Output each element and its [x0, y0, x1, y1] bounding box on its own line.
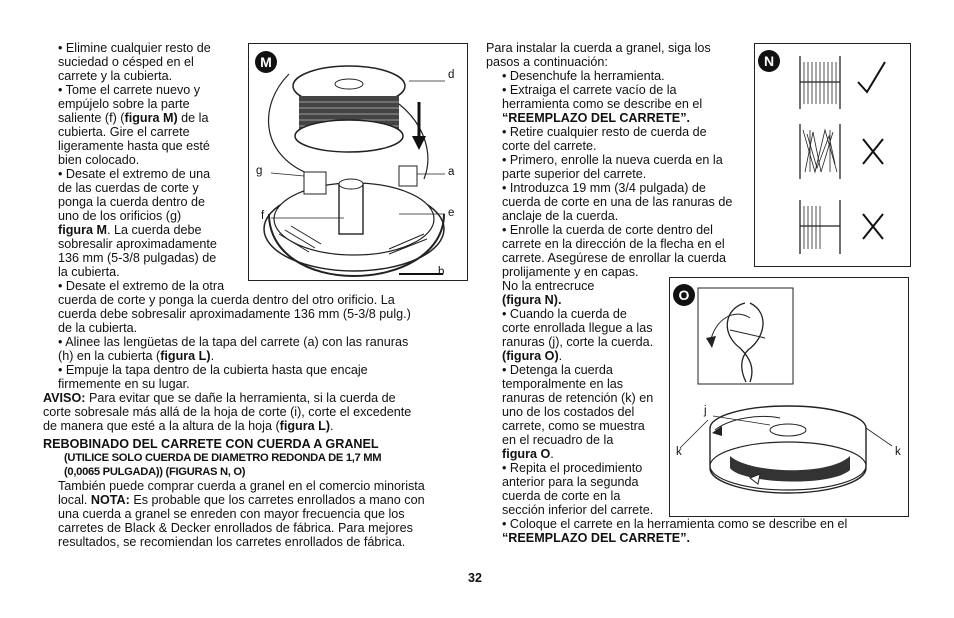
bullet-line — [58, 223, 246, 237]
text-run: Es probable que los carretes enrollados a mano con — [129, 493, 425, 507]
step-line: temporalmente en las — [502, 377, 624, 391]
figure-m — [248, 43, 468, 281]
label-g: g — [256, 165, 263, 177]
label-a: a — [448, 166, 455, 178]
figure-ref: figura L) — [279, 419, 331, 433]
figure-n-ref: (figura N). — [502, 293, 562, 307]
bullet-line: bien colocado. — [58, 153, 140, 167]
bullet-line: de las cuerdas de corte y — [58, 181, 199, 195]
bullet-line: • Empuje la tapa dentro de la cubierta hasta que encaje — [58, 363, 368, 377]
para-line: resultados, se recomiendan los carretes enrollados de fábrica. — [58, 535, 406, 549]
section-heading: REBOBINADO DEL CARRETE CON CUERDA A GRANEL — [43, 437, 379, 451]
figure-o — [669, 277, 909, 517]
figure-ref: figura M — [58, 223, 107, 237]
step-line: • Coloque el carrete en la herramienta como se describe en el — [502, 517, 848, 531]
text-run: . La cuerda debe — [106, 223, 202, 237]
step-line: parte superior del carrete. — [502, 167, 647, 181]
label-e: e — [448, 207, 455, 219]
left-top-text — [58, 41, 246, 293]
step-line: anclaje de la cuerda. — [502, 209, 619, 223]
step-line: ranuras de retención (k) en — [502, 391, 654, 405]
step-line: carrete en la dirección de la flecha en el — [502, 237, 725, 251]
figure-o-ref: (figura O) — [502, 349, 559, 363]
intro-line: herramienta como se describe en el — [502, 97, 703, 111]
label-f: f — [261, 210, 265, 222]
step-line: • Enrolle la cuerda de corte dentro del — [502, 223, 713, 237]
para-line — [58, 493, 488, 507]
intro-line: • Desenchufe la herramienta. — [502, 69, 665, 83]
step-line: corte enrollada llegue a las — [502, 321, 653, 335]
bullet-line: firmemente en su lugar. — [58, 377, 190, 391]
aviso-block — [43, 391, 483, 433]
spool-assembly-illustration — [249, 44, 467, 280]
intro-line: • Extraiga el carrete vacío de la — [502, 83, 677, 97]
bullet-line: de la cubierta. — [58, 321, 138, 335]
figure-m-badge: M — [255, 51, 277, 73]
step-line: sección inferior del carrete. — [502, 503, 654, 517]
label-k-left: k — [676, 446, 682, 458]
bullet-line: suciedad o césped en el — [58, 55, 194, 69]
bullet-line: • Desate el extremo de la otra — [58, 279, 225, 293]
bullet-line: sobresalir aproximadamente — [58, 237, 217, 251]
bullet-line: ponga la cuerda dentro de — [58, 195, 206, 209]
ref-reemplazo: “REEMPLAZO DEL CARRETE”. — [502, 531, 690, 545]
text-run: . — [330, 419, 334, 433]
para-line: una cuerda a granel se enreden con mayor frecuencia que los — [58, 507, 405, 521]
step-line: uno de los costados del — [502, 405, 635, 419]
figure-ref: figura L) — [160, 349, 211, 363]
bulk-string-paragraph — [58, 479, 488, 549]
figure-n — [754, 43, 911, 267]
bullet-line: ligeramente hasta que esté — [58, 139, 210, 153]
bullet-line: empújelo sobre la parte — [58, 97, 190, 111]
step-line: cuerda de corte en la — [502, 489, 621, 503]
para-line: carretes de Black & Decker enrollados de fábrica. Para mejores — [58, 521, 413, 535]
subheading-line: (UTILICE SOLO CUERDA DE DIAMETRO REDONDA DE 1,7 MM — [64, 452, 382, 464]
aviso-line: corte sobresale más allá de la hoja de corte (i), corte el excedente — [43, 405, 412, 419]
bullet-line — [58, 349, 478, 363]
step-line: prolijamente y en capas. — [502, 265, 639, 279]
step-line: anterior para la segunda — [502, 475, 639, 489]
step-line: • Repita el procedimiento — [502, 461, 643, 475]
text-run: de la — [177, 111, 209, 125]
bullet-line: • Alinee las lengüetas de la tapa del carrete (a) con las ranuras — [58, 335, 409, 349]
text-run: . — [210, 349, 215, 363]
step-line: • Primero, enrolle la nueva cuerda en la — [502, 153, 723, 167]
bullet-line: carrete y la cubierta. — [58, 69, 173, 83]
bullet-line: 136 mm (5-3/8 pulgadas) de — [58, 251, 217, 265]
step-line: carrete. Asegúrese de enrollar la cuerda — [502, 251, 727, 265]
figure-ref: figura M) — [124, 111, 178, 125]
bullet-line: la cubierta. — [58, 265, 120, 279]
step-line: ranuras (j), corte la cuerda. — [502, 335, 654, 349]
bullet-line — [58, 111, 246, 125]
label-k-right: k — [895, 446, 901, 458]
bullet-line: cuerda debe sobresalir aproximadamente 136 mm (5-3/8 pulg.) — [58, 307, 411, 321]
left-wide-text — [58, 293, 478, 391]
aviso-label: AVISO: — [43, 391, 86, 405]
step-line: • Retire cualquier resto de cuerda de — [502, 125, 707, 139]
text-run: . — [550, 447, 554, 461]
step-line: No la entrecruce — [502, 279, 595, 293]
para-line: También puede comprar cuerda a granel en el comercio minorista — [58, 479, 425, 493]
bullet-line: cuerda de corte y ponga la cuerda dentro del otro orificio. La — [58, 293, 395, 307]
text-run: Para evitar que se dañe la herramienta, si la cuerda de — [85, 391, 396, 405]
right-bottom-text — [502, 517, 922, 545]
step-line: • Detenga la cuerda — [502, 363, 613, 377]
bullet-line: • Tome el carrete nuevo y — [58, 83, 201, 97]
ref-reemplazo: “REEMPLAZO DEL CARRETE”. — [502, 111, 690, 125]
step-line: corte del carrete. — [502, 139, 597, 153]
bullet-line: uno de los orificios (g) — [58, 209, 182, 223]
step-line: cuerda de corte en una de las ranuras de — [502, 195, 733, 209]
step-line: • Cuando la cuerda de — [502, 307, 627, 321]
intro-line: Para instalar la cuerda a granel, siga los — [486, 41, 711, 55]
figure-o-badge: O — [673, 284, 695, 306]
subheading-line: (0,0065 PULGADA)) (FIGURAS N, O) — [64, 466, 246, 478]
label-d: d — [448, 69, 455, 81]
label-j: j — [704, 405, 707, 417]
aviso-line — [43, 391, 483, 405]
bullet-line: cubierta. Gire el carrete — [58, 125, 190, 139]
aviso-line — [43, 419, 483, 433]
label-b: b — [438, 266, 445, 278]
step-line: • Introduzca 19 mm (3/4 pulgada) de — [502, 181, 706, 195]
text-run: de manera que esté a la altura de la hoja ( — [43, 419, 280, 433]
page-number: 32 — [468, 571, 482, 585]
text-run: local. — [58, 493, 91, 507]
spool-slots-illustration — [670, 278, 908, 516]
intro-line: pasos a continuación: — [486, 55, 608, 69]
text-run: . — [558, 349, 563, 363]
section-subheading — [64, 451, 484, 479]
winding-comparison-illustration — [755, 44, 910, 266]
text-run: saliente (f) ( — [58, 111, 125, 125]
figure-o-ref: figura O — [502, 447, 551, 461]
text-run: (h) en la cubierta ( — [58, 349, 161, 363]
step-line: en el recuadro de la — [502, 433, 614, 447]
step-line: carrete, como se muestra — [502, 419, 645, 433]
nota-label: NOTA: — [90, 493, 130, 507]
bullet-line: • Elimine cualquier resto de — [58, 41, 211, 55]
figure-n-badge: N — [758, 50, 780, 72]
bullet-line: • Desate el extremo de una — [58, 167, 211, 181]
